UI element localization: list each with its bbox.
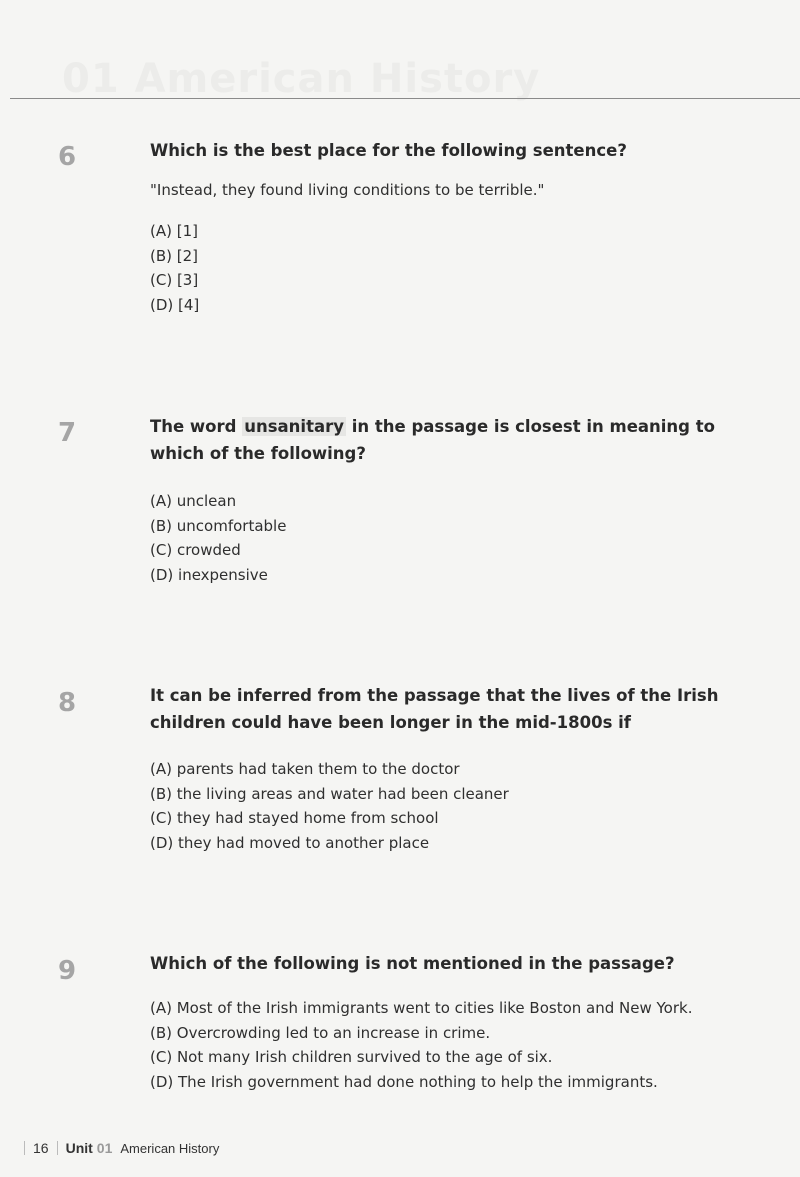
footer-divider bbox=[57, 1141, 58, 1155]
answer-option[interactable]: (B) the living areas and water had been cleaner bbox=[150, 784, 509, 803]
page-footer bbox=[16, 1140, 219, 1156]
answer-options bbox=[150, 219, 199, 317]
answer-option[interactable]: (A) Most of the Irish immigrants went to cities like Boston and New York. bbox=[150, 999, 693, 1017]
answer-option[interactable]: (C) crowded bbox=[150, 541, 241, 559]
unit-label: Unit bbox=[65, 1140, 93, 1156]
quoted-sentence: "Instead, they found living conditions to be terrible." bbox=[150, 181, 545, 199]
question-prompt: Which of the following is not mentioned in the passage? bbox=[150, 954, 675, 973]
answer-option[interactable]: (D) [4] bbox=[150, 295, 200, 314]
page-number: 16 bbox=[33, 1140, 49, 1156]
question-prompt: It can be inferred from the passage that the lives of the Irish children could have been longer in the mid-1800s if bbox=[150, 686, 719, 732]
prompt-text: The word bbox=[150, 417, 243, 436]
unit-title: American History bbox=[120, 1140, 220, 1156]
answer-options bbox=[150, 996, 692, 1094]
answer-option[interactable]: (B) uncomfortable bbox=[150, 516, 287, 535]
question-number: 9 bbox=[58, 956, 77, 986]
answer-option[interactable]: (C) they had stayed home from school bbox=[150, 809, 439, 827]
answer-options bbox=[150, 757, 509, 855]
answer-option[interactable]: (D) The Irish government had done nothing to help the immigrants. bbox=[150, 1072, 658, 1091]
answer-option[interactable]: (D) they had moved to another place bbox=[150, 833, 430, 852]
question-number: 7 bbox=[58, 418, 77, 448]
header-divider bbox=[10, 98, 800, 99]
answer-options bbox=[150, 489, 286, 587]
answer-option[interactable]: (A) parents had taken them to the doctor bbox=[150, 760, 460, 778]
answer-option[interactable]: (B) [2] bbox=[150, 246, 199, 265]
answer-option[interactable]: (B) Overcrowding led to an increase in crime. bbox=[150, 1023, 491, 1042]
question-prompt: Which is the best place for the following sentence? bbox=[150, 141, 627, 160]
answer-option[interactable]: (C) [3] bbox=[150, 271, 199, 289]
highlighted-keyword: unsanitary bbox=[244, 417, 344, 436]
answer-option[interactable]: (A) unclean bbox=[150, 492, 237, 510]
footer-divider bbox=[24, 1141, 25, 1155]
prompt-text: in the passage is closest in meaning to which of the following? bbox=[150, 417, 715, 463]
question-number: 8 bbox=[58, 688, 77, 718]
answer-option[interactable]: (D) inexpensive bbox=[150, 565, 268, 584]
answer-option[interactable]: (A) [1] bbox=[150, 222, 198, 240]
question-number: 6 bbox=[58, 142, 77, 172]
header-title-watermark: 01 American History bbox=[62, 56, 541, 102]
question-prompt bbox=[150, 413, 760, 467]
answer-option[interactable]: (C) Not many Irish children survived to the age of six. bbox=[150, 1048, 553, 1066]
unit-number: 01 bbox=[96, 1140, 113, 1156]
